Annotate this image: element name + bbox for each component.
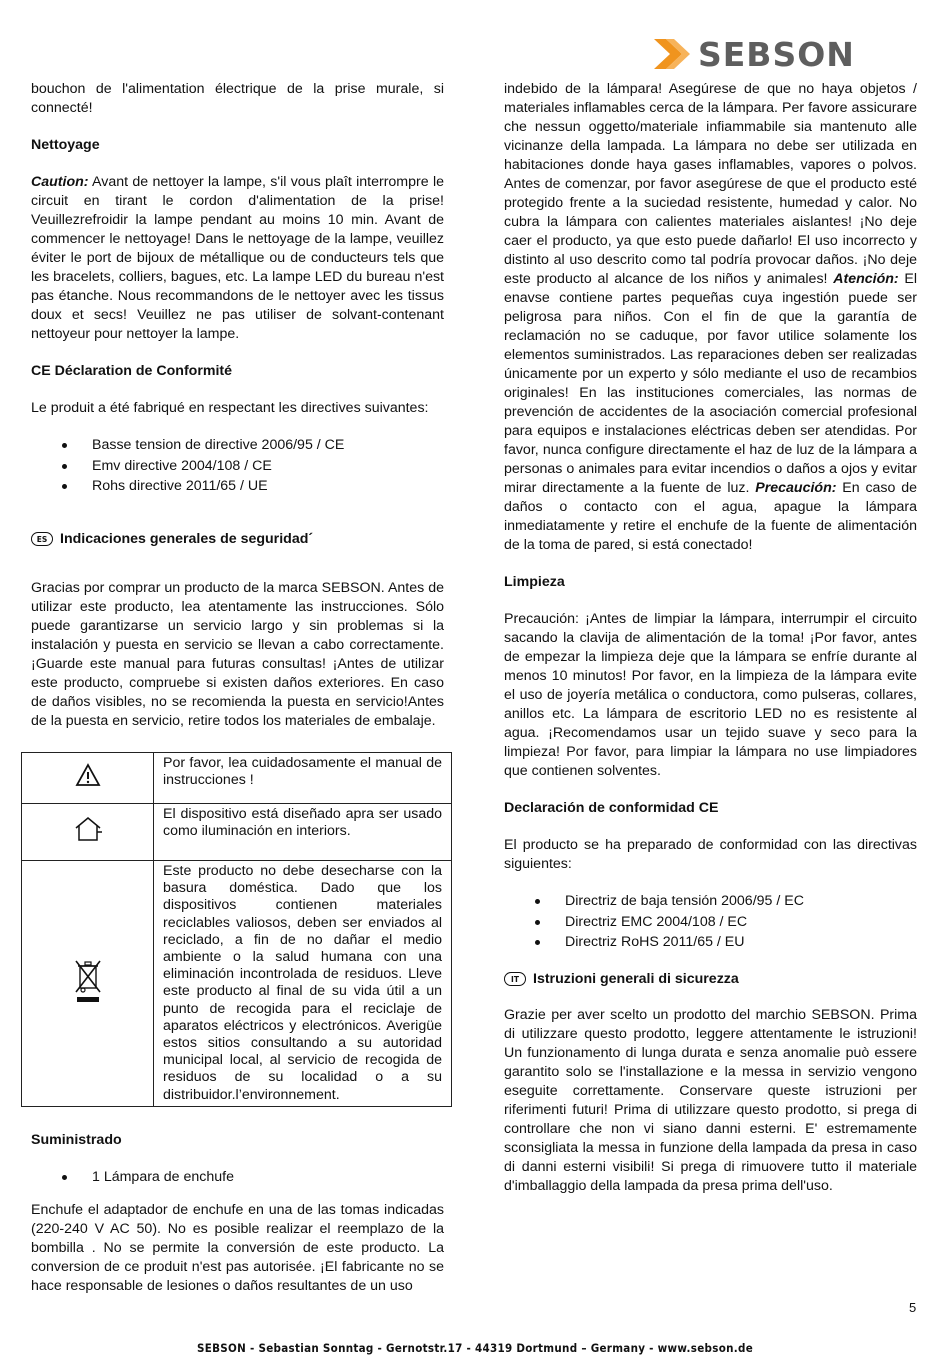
safety-symbols-table	[21, 752, 452, 1107]
table-icon-cell	[22, 804, 154, 861]
table-text-cell: Por favor, lea cuidadosamente el manual de instrucciones !	[154, 753, 452, 804]
attention-label: Atención:	[833, 271, 899, 287]
ce-es-intro: El producto se ha preparado de conformidad con las directivas siguientes:	[504, 837, 917, 872]
supplied-paragraph: Enchufe el adaptador de enchufe en una de las tomas indicadas (220-240 V AC 50). No es posible realizar el reemplazo de la bombilla . No se permite la conversión de este producto. La conversion de ce produit n'est pas autorisée. ¡El fabricante no se hace responsable de lesiones o daños resultantes de un uso	[31, 1201, 444, 1294]
supplied-list	[31, 1167, 444, 1188]
table-text-cell: El dispositivo está diseñado apra ser usado como iluminación en interiors.	[154, 804, 452, 861]
list-item: 1 Lámpara de enchufe	[31, 1167, 444, 1188]
brand-name: SEBSON	[698, 34, 855, 74]
ce-es-heading: Declaración de conformidad CE	[504, 800, 719, 816]
it-heading: Istruzioni generali di sicurezza	[533, 970, 739, 987]
list-item: Emv directive 2004/108 / CE	[31, 456, 444, 477]
limpieza-paragraph: Precaución: ¡Antes de limpiar la lámpara, interrumpir el circuito sacando la clavija de alimentación de la toma! ¡Por favor, antes de empezar la limpieza deje que la lámpara se enfríe durante al menos 10 minutos! Por favor, en la limpieza de la lámpara evite el uso de joyería metálica o conductora, como pulseras, collares, anillos etc. La lámpara de escritorio LED no es resistente al agua. ¡Recomendamos usar un tejido suave y seco para la limpieza! Por favor, para limpiar la lámpara no use limpiadores que contienen solventes.	[504, 611, 917, 779]
table-row	[22, 753, 452, 804]
right-column	[504, 80, 917, 1196]
it-intro-paragraph: Grazie per aver scelto un prodotto del marchio SEBSON. Prima di utilizzare questo prodotto, leggere attentamente le istruzioni! Un funzionamento di lunga durata e senza anomalie può essere garantito solo se l'installazione e la messa in servizio vengono eseguite correttamente. Conservare queste istruzioni per riferimenti futuri! Prima di utilizzare questo prodotto, si prega di controllare che non vi siano danni esterni. E' estremamente sconsigliata la messa in funzione della lampada da presa in caso di danni esterni visibili! Si prega di rimuovere tutto il materiale d'imballaggio della lampada da presa prima dell'uso.	[504, 1006, 917, 1194]
safety-text-c: En caso de daños o contacto con el agua, apague la lámpara inmediatamente y retire el enchufe de la fuente de alimentación de la toma de pared, si está conectado!	[504, 480, 918, 553]
list-item: Directriz EMC 2004/108 / EC	[504, 912, 917, 933]
left-column	[31, 80, 444, 731]
cleaning-heading: Nettoyage	[31, 137, 100, 153]
list-item: Directriz RoHS 2011/65 / EU	[504, 932, 917, 953]
list-item: Basse tension de directive 2006/95 / CE	[31, 435, 444, 456]
table-text-cell: Este producto no debe desecharse con la basura doméstica. Dado que los dispositivos contienen materiales reciclables valiosos, deben ser enviados al reciclado, a fin de no dañar el medio ambiente o la salud humana con una eliminación incontrolada de residuos. Lleve este producto al final de su vida útil a un punto de recogida para el reciclaje de aparatos eléctricos y electrónicos. Averigüe estos sitios consultando a su autoridad municipal local, al servicio de recogida de residuos de su localidad o a su distribuidor.l’environnement.	[154, 861, 452, 1107]
ce-intro: Le produit a été fabriqué en respectant les directives suivantes:	[31, 400, 429, 416]
caution-paragraph	[31, 173, 444, 344]
supplied-heading: Suministrado	[31, 1132, 122, 1148]
es-section-heading	[31, 530, 444, 549]
page-footer: SEBSON - Sebastian Sonntag - Gernotstr.17 - 44319 Dortmund – Germany - www.sebson.de	[196, 1341, 754, 1355]
safety-text-a: indebido de la lámpara! Asegúrese de que no haya objetos / materiales inflamables cerca de la lámpara. Per favore assicurare che nessun oggetto/materiale infiammabile sia mantenuto alle vicinanze della lampada. La lámpara no debe ser utilizada en habitaciones donde haya gases inflamables, vapores o polvos. Antes de comenzar, por favor asegúrese de que el producto esté protegido frente a la suciedad resistente, humedad y calor. No cubra la lámpara con calientes materiales aislantes! ¡No deje caer el producto, ya que esto puede dañarlo! El uso incorrecto y distinto al uso descrito como tal podría provocar daños. ¡No deje este producto al alcance de los niños y animales!	[504, 81, 917, 287]
es-heading: Indicaciones generales de seguridad´	[60, 530, 314, 547]
safety-text-b: El enavse contiene partes pequeñas cuya ingestión puede ser peligrosa para niños. Con el fin de que la garantía de reclamación no se caduque, por favor utilice solamente los elementos suministrados. Las reparaciones deben ser realizadas únicamente por un experto y sólo mediante el uso de recambios originales! En las instituciones comerciales, las normas de prevención de accidentes de la asociación comercial profesional para equipos e instalaciones eléctricas deben ser atendidas. Por favor, nunca configure directamente el haz de luz de la lámpara a personas o animales para evitar incendios o daños a ojos y evitar mirar directamente a la fuente de luz.	[504, 271, 917, 496]
ce-heading: CE Déclaration de Conformité	[31, 363, 233, 379]
page-number: 5	[909, 1300, 917, 1315]
table-icon-cell	[22, 753, 154, 804]
indoor-house-icon	[73, 815, 103, 843]
table-row	[22, 804, 452, 861]
es-intro-paragraph: Gracias por comprar un producto de la marca SEBSON. Antes de utilizar este producto, lea atentamente las instrucciones. Sólo puede garantizarse un servicio largo y sin problemas si la instalación y puesta en servicio se llevan a cabo correctamente. ¡Guarde este manual para futuras consultas! ¡Antes de utilizar este producto, compruebe si existen daños exteriores. En caso de daños visibles, no se recomienda la puesta en servicio!Antes de la puesta en servicio, retire todos los materiales de embalaje.	[31, 579, 444, 729]
it-section-heading	[504, 970, 917, 989]
list-item: Directriz de baja tensión 2006/95 / EC	[504, 891, 917, 912]
supplied-section	[31, 1131, 444, 1296]
language-badge-es: ES	[31, 532, 53, 546]
ce-es-directive-list	[504, 891, 917, 953]
table-row	[22, 861, 452, 1107]
caution-text: Avant de nettoyer la lampe, s'il vous plaît interrompre le circuit en tirant le cordon d'alimentation de la prise! Veuillezrefroidir la lampe pendant au moins 10 min. Avant de commencer le nettoyage! Dans le nettoyage de la lampe, veuillez éviter le port de bijoux de métallique ou de conducteurs tels que les bracelets, colliers, bagues, etc. La lampe LED du bureau n'est pas étanche. Nous recommandons de le nettoyer avec les tissus doux et secs! Veuillez ne pas utiliser de solvant-contenant nettoyeur pour nettoyer la lampe.	[31, 174, 444, 342]
safety-paragraph	[504, 80, 917, 555]
intro-paragraph: bouchon de l'alimentation électrique de la prise murale, si connecté!	[31, 81, 444, 116]
ce-directive-list	[31, 435, 444, 497]
warning-triangle-icon	[75, 763, 101, 787]
list-item: Rohs directive 2011/65 / UE	[31, 476, 444, 497]
language-badge-it: IT	[504, 972, 526, 986]
caution-label: Caution:	[31, 174, 89, 190]
limpieza-heading: Limpieza	[504, 574, 565, 590]
table-icon-cell	[22, 861, 154, 1107]
double-chevron-logo-icon	[652, 36, 694, 72]
precaution-label: Precaución:	[755, 480, 837, 496]
brand-logo	[652, 34, 862, 74]
crossed-bin-icon	[73, 957, 103, 1005]
